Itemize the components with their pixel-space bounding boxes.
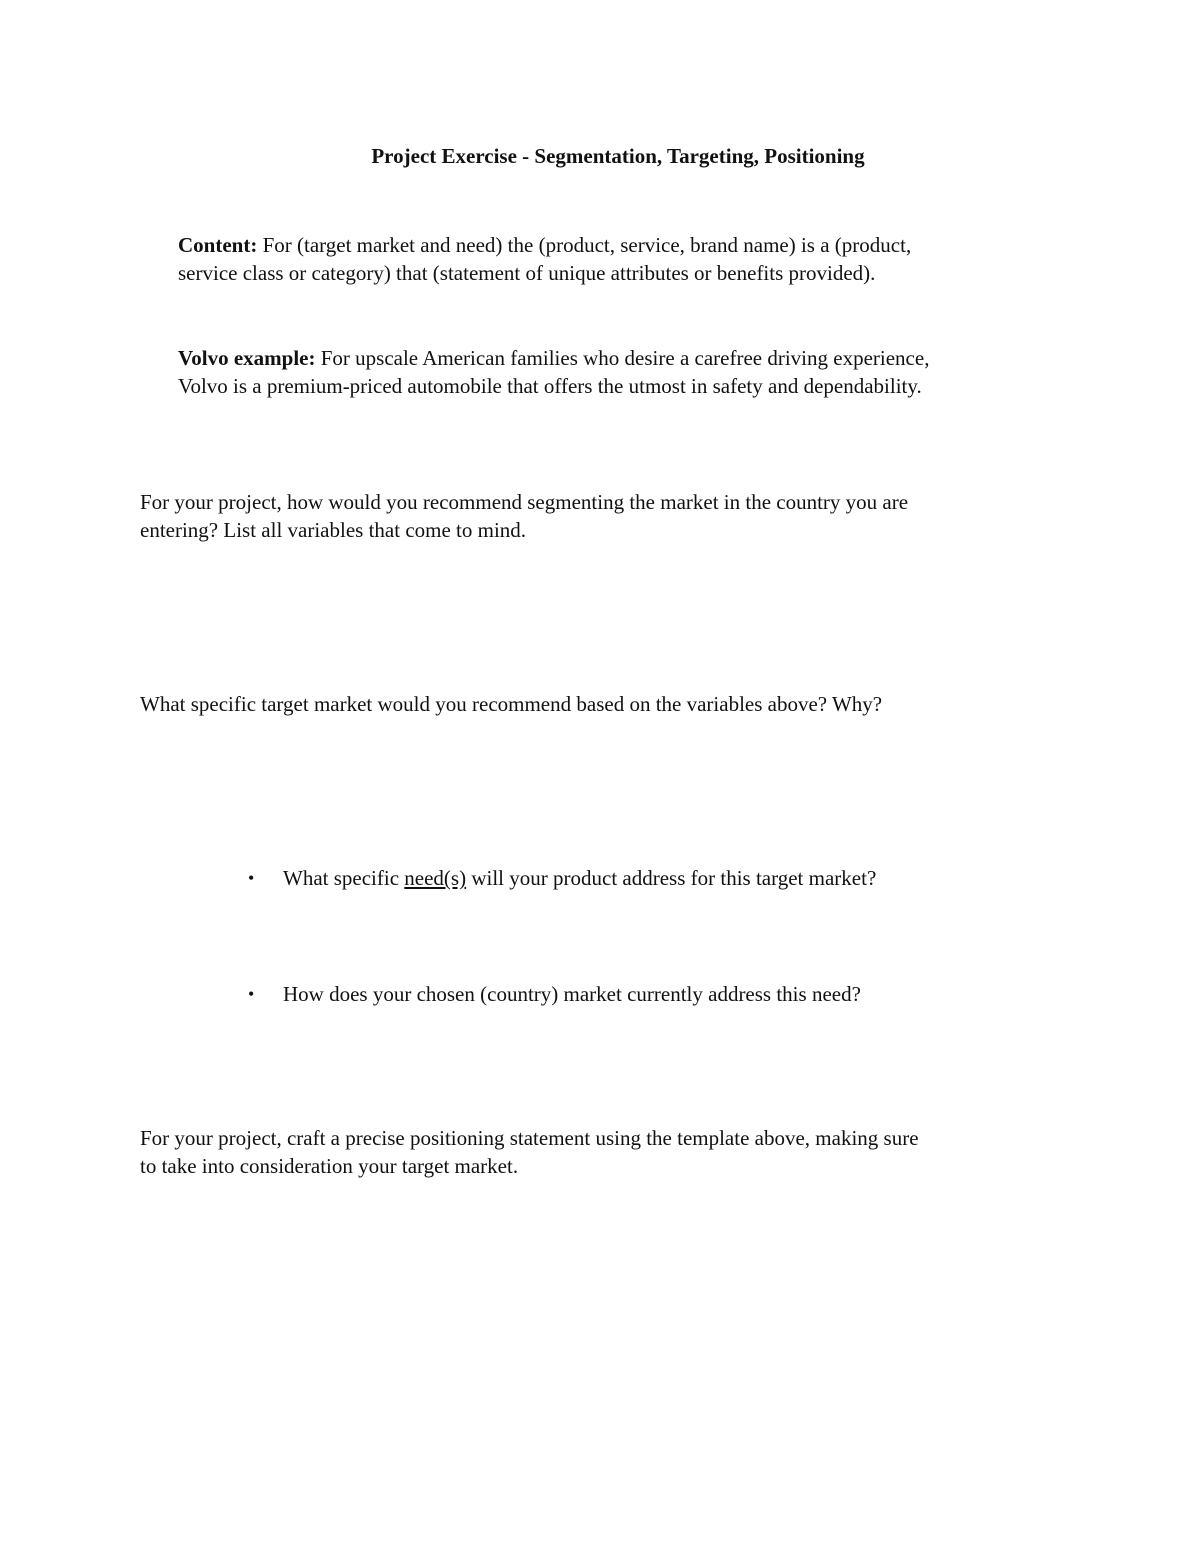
bullet-marker: • <box>248 984 255 1004</box>
positioning-question-line-1: For your project, craft a precise positioning statement using the template above, making sure <box>140 1126 919 1150</box>
bullet-need-underlined: need(s) <box>404 866 467 890</box>
bullet-need-suffix: will your product address for this target market? <box>466 866 877 890</box>
content-definition-line-2: service class or category) that (statement of unique attributes or benefits provided). <box>178 261 876 285</box>
bullet-need-prefix: What specific <box>283 866 405 890</box>
content-definition-line-1 <box>178 231 911 259</box>
volvo-text-1: For upscale American families who desire a carefree driving experience, <box>315 346 930 370</box>
target-market-question: What specific target market would you recommend based on the variables above? Why? <box>140 692 883 716</box>
volvo-example-line-1 <box>178 344 929 372</box>
page-title: Project Exercise - Segmentation, Targeting, Positioning <box>371 144 865 168</box>
segmenting-question-line-2: entering? List all variables that come to mind. <box>140 518 527 542</box>
content-label: Content: <box>178 233 258 257</box>
volvo-example-line-2: Volvo is a premium-priced automobile that offers the utmost in safety and dependability. <box>178 374 922 398</box>
segmenting-question-line-1: For your project, how would you recommend segmenting the market in the country you are <box>140 490 909 514</box>
bullet-marker: • <box>248 868 255 888</box>
bullet-text-market: How does your chosen (country) market currently address this need? <box>283 982 861 1006</box>
positioning-question-line-2: to take into consideration your target market. <box>140 1154 519 1178</box>
volvo-label: Volvo example: <box>178 346 316 370</box>
content-text-1: For (target market and need) the (product, service, brand name) is a (product, <box>257 233 912 257</box>
bullet-text-need <box>283 864 876 892</box>
